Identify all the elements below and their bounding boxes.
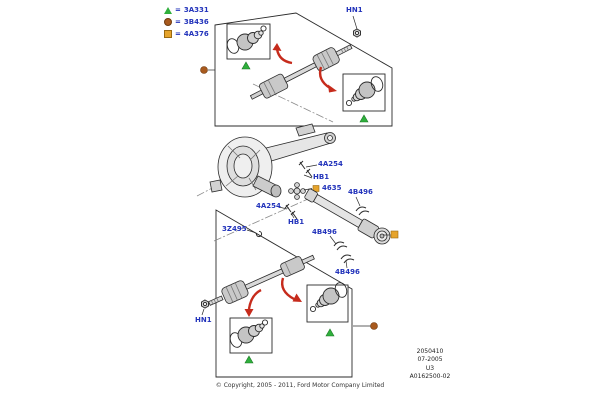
doc-number: 2050410 <box>416 348 444 355</box>
square-marker-icon <box>164 30 172 38</box>
boot-kit-box-upper-left <box>225 24 270 59</box>
legend-separator: = <box>175 18 181 26</box>
callout-4635[interactable]: 4635 <box>322 184 342 192</box>
doc-market: U3 <box>425 364 435 372</box>
copyright-line: © Copyright, 2005 - 2011, Ford Motor Company Limited <box>215 382 385 389</box>
legend-label: 4A376 <box>183 30 209 38</box>
doc-date: 07-2005 <box>417 356 443 364</box>
callout-4b496-upper[interactable]: 4B496 <box>348 188 373 196</box>
boot-kit-box-lower-right <box>307 281 349 322</box>
legend-item-4a376 <box>164 28 209 40</box>
callout-hb1-lower[interactable]: HB1 <box>288 218 305 226</box>
callout-4b496-lower[interactable]: 4B496 <box>335 268 360 276</box>
callout-4b496-mid[interactable]: 4B496 <box>312 228 337 236</box>
boot-kit-box-upper-right <box>343 74 385 111</box>
hub-nut-lower <box>202 300 209 308</box>
legend-item-3a331 <box>164 4 209 16</box>
boot-kit-box-lower-left <box>228 318 272 353</box>
u-joint-cross <box>289 183 306 200</box>
callout-4a254-lower[interactable]: 4A254 <box>256 202 281 210</box>
document-info-block <box>394 348 466 382</box>
legend-item-3b436 <box>164 16 209 28</box>
callout-hn1-upper[interactable]: HN1 <box>346 6 363 14</box>
callout-hb1-upper[interactable]: HB1 <box>313 173 330 181</box>
legend-separator: = <box>175 30 181 38</box>
hub-nut-upper <box>354 29 361 37</box>
legend <box>164 4 209 40</box>
doc-image-id: A0162500-02 <box>409 373 451 381</box>
callout-4a254-upper[interactable]: 4A254 <box>318 160 343 168</box>
callout-3z495[interactable]: 3Z495 <box>222 225 247 233</box>
legend-label: 3A331 <box>183 6 209 14</box>
callout-hn1-lower[interactable]: HN1 <box>195 316 212 324</box>
lower-halfshaft <box>206 249 317 311</box>
legend-separator: = <box>175 6 181 14</box>
legend-label: 3B436 <box>183 18 209 26</box>
triangle-marker-icon <box>164 7 172 14</box>
circle-marker-icon <box>164 18 172 26</box>
